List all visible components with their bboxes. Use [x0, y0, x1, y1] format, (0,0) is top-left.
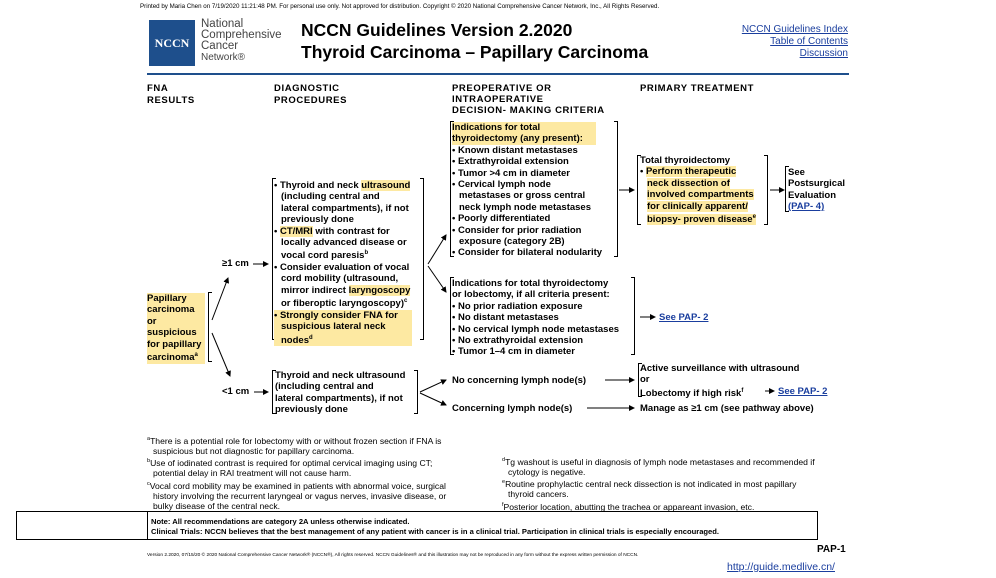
branch-lt1: <1 cm	[222, 386, 250, 397]
criteria-head: or lobectomy, if all criteria present:	[452, 289, 610, 301]
footnote-text: history involving the recurrent laryngeal or vagus nerves, invasive disease, or	[153, 490, 447, 501]
fna-line: suspicious	[147, 327, 197, 339]
footnote-text: Use of iodinated contrast is required for optimal cervical imaging using CT;	[150, 458, 433, 469]
diag-text: • Strongly consider FNA for	[274, 309, 398, 321]
footnote-letter: e	[502, 479, 506, 486]
diag-text: cord mobility (ultrasound,	[281, 273, 399, 285]
diag-text: (including central and	[275, 381, 374, 393]
active-line: Active surveillance with ultrasound	[640, 363, 800, 374]
manage-text: Manage as ≥1 cm (see pathway above)	[640, 403, 814, 414]
page-title: NCCN Guidelines Version 2.2020	[301, 20, 573, 40]
diag-lt1-bracket-right	[414, 370, 418, 414]
col-header-treatment: PRIMARY TREATMENT	[640, 83, 754, 94]
org-name-line: Comprehensive	[201, 29, 282, 41]
fna-line: carcinoma	[147, 352, 195, 364]
diag-highlight: laryngoscopy	[348, 284, 411, 296]
criteria-item: • Extrathyroidal extension	[452, 156, 569, 168]
diag-text: Thyroid and neck ultrasound	[275, 370, 406, 381]
criteria-item: • No extrathyroidal extension	[452, 335, 584, 347]
footnote-text: suspicious but not diagnostic for papillary carcinoma.	[153, 446, 355, 457]
criteria-item: • Known distant metastases	[452, 144, 578, 156]
footnote-text: potential delay in RAI treatment will not cause harm.	[153, 468, 352, 479]
see-pap2b-link[interactable]: See PAP- 2	[778, 386, 828, 397]
note-divider	[147, 511, 148, 540]
page-subtitle: Thyroid Carcinoma – Papillary Carcinoma	[301, 42, 649, 62]
fna-line: carcinoma	[147, 304, 195, 316]
footnote-letter: d	[502, 457, 506, 463]
see-pap2-link[interactable]: See PAP- 2	[659, 312, 709, 323]
col-header-fna: FNA RESULTS	[147, 83, 195, 106]
diag-text: nodes	[281, 334, 309, 346]
see-post-line: See	[788, 167, 805, 178]
page-code: PAP-1	[817, 544, 846, 555]
footnote-ref: d	[308, 334, 313, 341]
see-post-line: Evaluation	[788, 189, 837, 201]
diag-lt1-box	[275, 370, 405, 416]
see-post-box	[788, 167, 845, 213]
criteria-lob-box	[452, 278, 619, 358]
footnote-ref: e	[752, 214, 756, 221]
see-post-line: Postsurgical	[788, 178, 846, 190]
print-notice: Printed by Maria Chen on 7/19/2020 11:21:48 PM. For personal use only. Not approved for distribution. Copyright © 2020 National Comprehensive Cancer Network, Inc., All Rights Reserved.	[140, 3, 660, 10]
treatment-item: neck dissection of	[647, 177, 730, 189]
diag-text: vocal cord paresis	[281, 250, 365, 262]
diag-highlight: CT/MRI	[279, 225, 313, 237]
criteria-head: thyroidectomy (any present):	[452, 133, 583, 145]
col-header-diagnostic: DIAGNOSTIC PROCEDURES	[274, 83, 348, 106]
diag-highlight: ultrasound	[361, 180, 411, 191]
diag-text: mirror indirect	[281, 284, 349, 296]
criteria-item: neck lymph node metastases	[459, 201, 591, 213]
footnote-letter: b	[147, 458, 151, 465]
diag-text: suspicious lateral neck	[281, 321, 386, 333]
criteria-total-box	[452, 122, 602, 259]
footnote-letter: f	[502, 501, 504, 508]
org-name-line: National	[201, 18, 244, 30]
criteria-item: • Tumor >4 cm in diameter	[452, 167, 570, 179]
discussion-link[interactable]: Discussion	[799, 48, 848, 59]
footnote-text: Vocal cord mobility may be examined in patients with abnormal voice, surgical	[149, 480, 446, 491]
col-header-preoperative: PREOPERATIVE OR INTRAOPERATIVE DECISION- MAKING CRITERIA	[452, 83, 605, 116]
note-text: Note: All recommendations are category 2A unless otherwise indicated.	[151, 517, 410, 526]
treatment-item: for clinically apparent/	[647, 200, 748, 212]
criteria-item: • No prior radiation exposure	[452, 300, 583, 312]
criteria-item: • Tumor 1–4 cm in diameter	[452, 346, 575, 358]
treatment-item: Perform therapeutic	[645, 166, 737, 178]
branch-ge1: ≥1 cm	[222, 258, 249, 269]
concern-lymph-label: Concerning lymph node(s)	[452, 403, 573, 414]
footnote-text: Tg washout is useful in diagnosis of lymph node metastases and recommended if	[505, 456, 815, 467]
treatment-head: Total thyroidectomy	[640, 155, 731, 166]
diag-text: previously done	[275, 404, 348, 416]
footnote-ref: a	[194, 352, 198, 359]
criteria-lob-bracket-right	[631, 277, 635, 355]
diag-text: • Consider evaluation of vocal	[274, 262, 410, 273]
pap4-link[interactable]: (PAP- 4)	[788, 201, 825, 213]
criteria-head: Indications for total	[452, 122, 541, 133]
fna-line: or	[147, 315, 157, 327]
active-box	[640, 363, 799, 399]
no-lymph-label: No concerning lymph node(s)	[452, 375, 587, 386]
diag-text: • Thyroid and neck	[274, 180, 362, 191]
footnote-text: cytology is negative.	[508, 467, 586, 478]
treatment-item: involved compartments	[647, 189, 754, 201]
logo-text: NCCN	[154, 35, 190, 50]
org-name-line: Cancer	[201, 40, 239, 52]
criteria-item: • Poorly differentiated	[452, 213, 551, 225]
footnote-ref: b	[364, 250, 369, 257]
diag-text: or fiberoptic laryngoscopy)	[281, 298, 404, 310]
org-name-line: Network®	[201, 52, 246, 63]
diag-ge1-box: • Thyroid and neck ultrasound (including central and lateral compartments), if not previously done • CT/MRI with contrast for locally advanced disease or vocal cord paresis$^b$ • Consider evaluation of vocal cord mobility (ultrasound, mirror indirect laryngoscopy or fiberoptic laryngoscopy)$^c$ • Strongly consider FNA for suspicious lateral neck nodes$^d$	[274, 180, 424, 346]
footnote-ref: f	[741, 387, 744, 394]
criteria-item: • No cervical lymph node metastases	[452, 323, 620, 335]
footnote-text: bulky disease of the central neck.	[153, 500, 281, 511]
footnotes-left	[147, 434, 487, 511]
footnote-text: thyroid cancers.	[508, 489, 569, 500]
criteria-item: • No distant metastases	[452, 312, 559, 324]
guidelines-index-link[interactable]: NCCN Guidelines Index	[741, 24, 848, 35]
treatment-bracket-right	[764, 155, 768, 225]
active-line: or	[640, 374, 650, 386]
criteria-item: metastases or gross central	[459, 190, 586, 202]
criteria-item: • Consider for prior radiation	[452, 224, 582, 236]
criteria-head: Indications for total thyroidectomy	[452, 278, 609, 289]
diag-text: previously done	[281, 214, 354, 226]
criteria-total-bracket-right	[614, 121, 618, 257]
diag-text: lateral compartments), if not	[281, 202, 409, 214]
footnote-letter: a	[147, 436, 151, 442]
footnote-text: There is a potential role for lobectomy with or without frozen section if FNA is	[150, 435, 442, 446]
footnote-text: Posterior location, abutting the trachea or appareant invasion, etc.	[503, 501, 755, 512]
criteria-item: • Consider for bilateral nodularity	[452, 247, 603, 259]
active-line: Lobectomy if high risk	[640, 387, 742, 399]
note-box	[16, 511, 818, 540]
trials-text: Clinical Trials: NCCN believes that the best management of any patient with cancer is in a clinical trial. Participation in clinical trials is especially encouraged.	[151, 527, 720, 536]
source-url[interactable]: http://guide.medlive.cn/	[727, 561, 835, 573]
diag-text: locally advanced disease or	[281, 237, 407, 249]
footnote-ref: c	[404, 298, 408, 305]
footnote-letter: c	[147, 480, 150, 487]
footnotes-right	[502, 455, 852, 512]
criteria-item: exposure (category 2B)	[459, 236, 565, 248]
copyright: Version 2.2020, 07/15/20 © 2020 National Comprehensive Cancer Network® (NCCN®), All rights reserved. NCCN Guidelines® and this illustration may not be reproduced in any form without the express written permission of NCCN.	[147, 553, 639, 558]
criteria-item: • Cervical lymph node	[452, 179, 551, 191]
footnote-text: Routine prophylactic central neck dissection is not indicated in most papillary	[505, 479, 797, 490]
treatment-item: biopsy- proven disease	[647, 214, 753, 226]
toc-link[interactable]: Table of Contents	[770, 36, 848, 47]
diag-text: (including central and	[281, 191, 380, 203]
fna-line: Papillary	[147, 293, 187, 304]
diag-text: lateral compartments), if not	[275, 392, 403, 404]
treatment-total-box: Total thyroidectomy • Perform therapeutic neck dissection of involved compartments for clinically apparent/ biopsy- proven disease$^e$	[640, 155, 756, 226]
diag-text: with contrast for	[312, 225, 390, 237]
fna-line: for papillary	[147, 338, 202, 350]
